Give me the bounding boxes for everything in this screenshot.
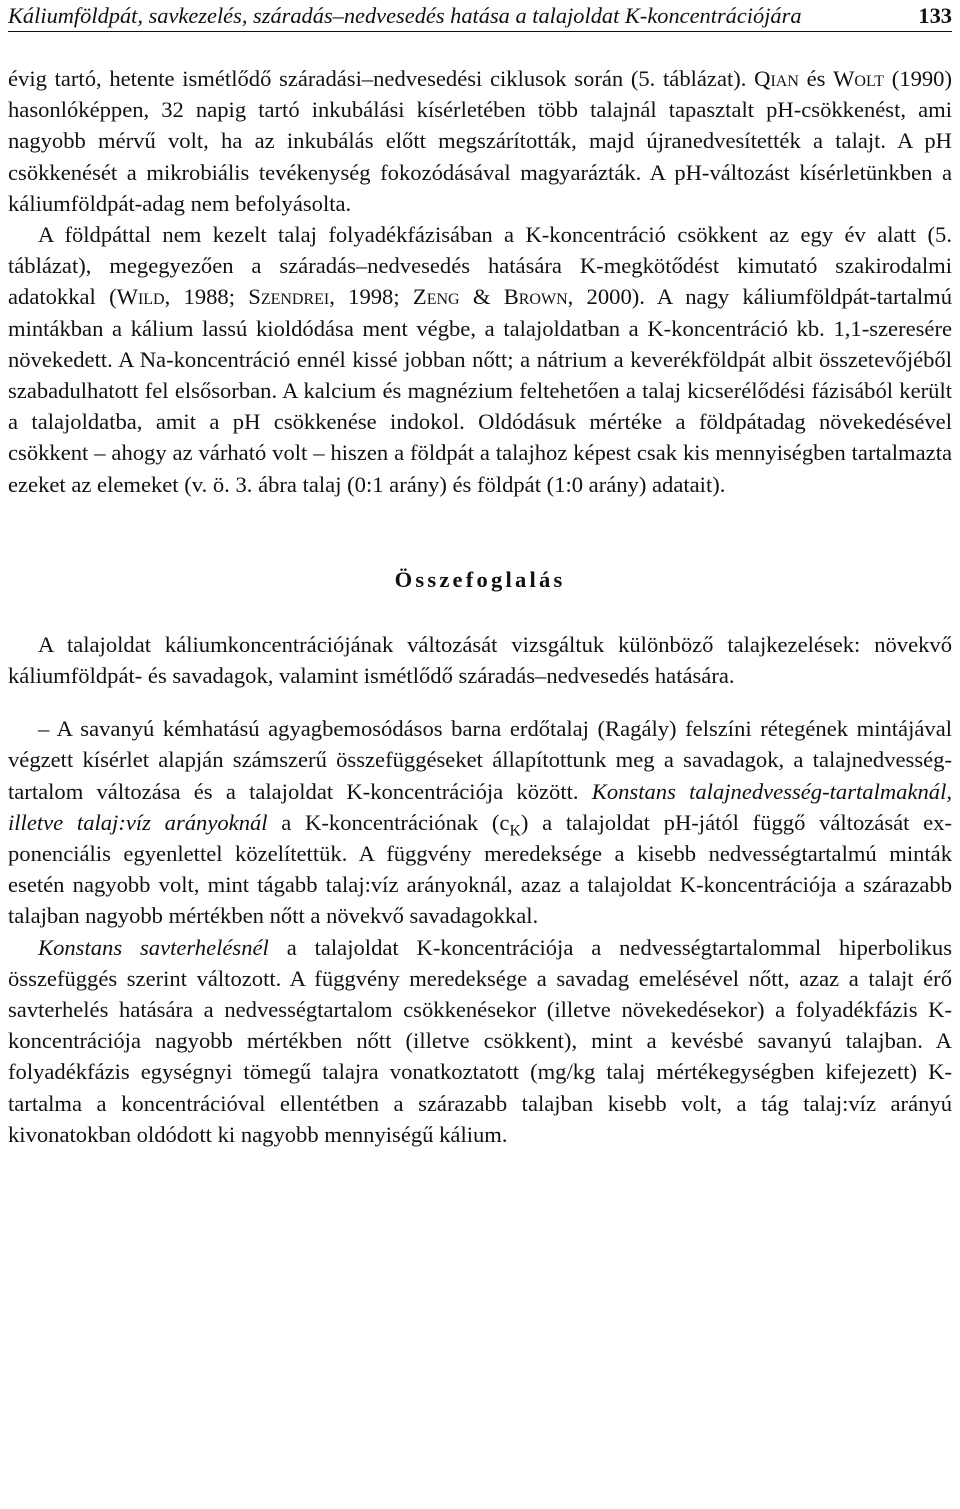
author-qian: Qian xyxy=(754,66,799,91)
author-zeng: Zeng xyxy=(412,284,460,310)
author-wild: Wild xyxy=(116,284,165,310)
running-title: Káliumföldpát, savkezelés, száradás–nedvesedés hatása a talajoldat K-koncentrációjára xyxy=(8,3,802,28)
body-paragraph-1 xyxy=(8,63,952,219)
body-text xyxy=(8,63,952,500)
p2-text-3: , 1998; xyxy=(329,284,413,310)
body-paragraph-2 xyxy=(8,219,952,500)
p2-text-1: A földpáttal nem kezelt talaj folyadékfázisában a K-koncentráció csökkent az egy év alatt (5. táblázat), megegyezően a száradás–nedvesedés hatására K-megkötődést kimutató szakirodalmi adatokkal ( xyxy=(8,222,952,310)
p2-text-4: & xyxy=(459,284,504,310)
s2-text-1: – A savanyú kémhatású agyagbemosódásos barna erdőtalaj (Ragály) felszíni rétegének mintájával végzett kísérlet alapján számszerű összefüggéseket állapítottunk meg a savadagok, a talajnedvesség-tartalom változása és a talajoldat K-koncentrációja között. xyxy=(8,716,952,804)
p2-text-2: , 1988; xyxy=(164,284,249,310)
page-number: 133 xyxy=(918,3,952,28)
p1-text-3: (1990) hasonlóképpen, 32 napig tartó inkubálási kísérletében több talajnál tapasztalt pH-csökkenést, ami nagyobb mérvű volt, ha az inkubálás előtt megszárították, majd újranedvesítették a talajt. A pH csökkenését a mikrobiális tevékenység fokozódásával magyarázták. A pH-változást kísérletünkben a káliumföldpát-adag nem befolyásolta. xyxy=(8,66,952,216)
s2-text-2: a K-koncentrációnak (c xyxy=(267,809,510,835)
s3-emphasis: Konstans savterhelésnél xyxy=(38,934,269,960)
summary-paragraph-1: A talajoldat káliumkoncentrációjának változását vizsgáltuk különböző talajkezelések: növekvő káliumföldpát- és savadagok, valamint ismétlődő száradás–nedvesedés hatására. xyxy=(8,631,952,689)
author-wolt: Wolt xyxy=(833,66,885,91)
p2-text-5: , 2000). A nagy káliumföldpát-tartalmú mintákban a kálium lassú kioldódása ment végbe, a talajoldatban a K-koncentráció kb. 1,1-szeresére növekedett. A Na-koncentráció ennél kissé jobban nőtt; a nátrium a keverékföldpát albit összetevőjéből szabadulhatott fel elsősorban. A kalcium és magnézium feltehetően a talaj kicserélődési fázisából került a talajoldatba, amit a pH csökkenése indokol. Oldódásuk mértéke a földpátadag növekedésével csökkent – ahogy az várható volt – hiszen a földpát a talajhoz képest csak kis mennyiségben tartalmazta ezeket az elemeket (v. ö. 3. ábra talaj (0:1 arány) és földpát (1:0 arány) adatait). xyxy=(8,284,952,497)
p1-text-2: és xyxy=(798,66,834,91)
s2-text-3: ) a talajoldat pH-jától függő változását exponenciális egyenlettel közelítettük. A függvény meredeksége a kisebb nedvességtartalmú minták esetén nagyobb volt, mint tágabb talaj:víz arányoknál, azaz a talajoldat K-koncentrációja a szárazabb talajban nagyobb mértékben nőtt a növekvő savadagokkal. xyxy=(8,809,952,929)
summary-paragraph-2 xyxy=(8,713,952,931)
author-brown: Brown xyxy=(503,284,568,310)
author-szendrei: Szendrei xyxy=(248,284,330,310)
s2-subscript: K xyxy=(509,822,521,840)
running-header xyxy=(8,0,952,32)
s3-text-1: a talajoldat K-koncentrációja a nedvességtartalommal hiperbolikus összefüggés szerint változott. A függvény meredeksége a savadag emelésével nőtt, azaz a talajt érő savterhelés hatására a nedvességtartalom csökkenésekor (illetve növekedésekor) a folyadékfázis K-koncentrációja nagyobb mértékben nőtt (illetve csökkent), mint a kevésbé savanyú talajban. A folyadékfázis egységnyi tömegű talajra vonatkoztatott (mg/kg talaj mértékegységben kifejezett) K-tartalma a koncentrációval ellentétben a szárazabb talajban kisebb volt, a tág talaj:víz arányú kivonatokban oldódott ki nagyobb mennyiségű kálium. xyxy=(8,934,952,1147)
s2-emphasis: Konstans talajnedvesség-tartalmaknál, illetve talaj:víz arányoknál xyxy=(8,778,953,835)
section-title-summary: Összefoglalás xyxy=(394,566,566,592)
summary-paragraph-3 xyxy=(8,932,952,1150)
summary-section xyxy=(8,629,952,1150)
p1-text-1: évig tartó, hetente ismétlődő száradási–nedvesedési ciklusok során (5. táblázat). xyxy=(8,66,747,91)
